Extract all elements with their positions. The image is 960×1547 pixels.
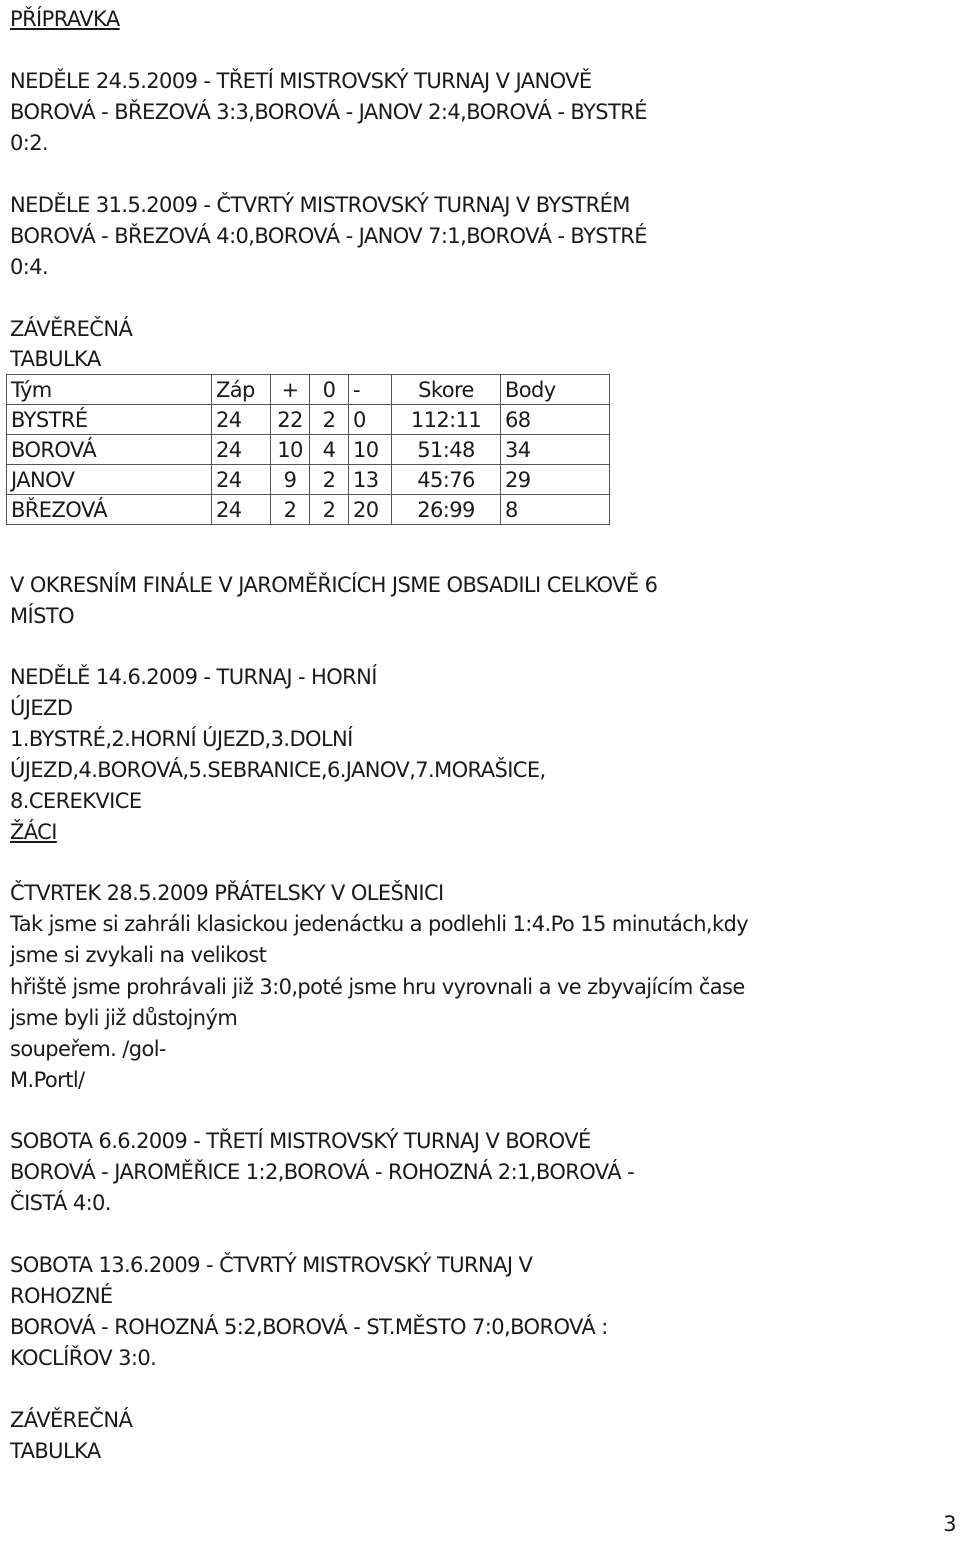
tournament-3-title: NEDĚLE 24.5.2009 - TŘETÍ MISTROVSKÝ TURNAJ V JANOVĚ xyxy=(10,69,592,93)
table-cell: 0 xyxy=(349,405,392,435)
final-table-title-second: ZÁVĚREČNÁ xyxy=(10,1408,133,1432)
table-cell: 2 xyxy=(310,405,349,435)
table-cell: 29 xyxy=(501,465,610,495)
tournament-rohozna-title-cont: ROHOZNÉ xyxy=(10,1284,113,1308)
header-cell: Tým xyxy=(7,375,212,405)
table-cell: 2 xyxy=(310,465,349,495)
horni-ujezd-title: NEDĚLĚ 14.6.2009 - TURNAJ - HORNÍ xyxy=(10,665,377,689)
horni-ujezd-title-cont: ÚJEZD xyxy=(10,696,73,720)
header-cell: + xyxy=(271,375,310,405)
table-cell: 68 xyxy=(501,405,610,435)
table-cell: 34 xyxy=(501,435,610,465)
table-cell: 8 xyxy=(501,495,610,525)
tournament-rohozna-results-cont: KOCLÍŘOV 3:0. xyxy=(10,1346,157,1370)
table-cell: 26:99 xyxy=(392,495,501,525)
table-cell: 4 xyxy=(310,435,349,465)
table-row xyxy=(7,405,610,435)
tournament-borova-results: BOROVÁ - JAROMĚŘICE 1:2,BOROVÁ - ROHOZNÁ 2:1,BOROVÁ - xyxy=(10,1160,635,1184)
table-row xyxy=(7,495,610,525)
header-cell: - xyxy=(349,375,392,405)
tournament-rohozna-results: BOROVÁ - ROHOZNÁ 5:2,BOROVÁ - ST.MĚSTO 7:0,BOROVÁ : xyxy=(10,1315,608,1339)
section-heading-zaci: ŽÁCI xyxy=(10,820,57,844)
tournament-4-title: NEDĚLE 31.5.2009 - ČTVRTÝ MISTROVSKÝ TURNAJ V BYSTRÉM xyxy=(10,193,630,217)
table-cell: BOROVÁ xyxy=(7,435,212,465)
tournament-4-results: BOROVÁ - BŘEZOVÁ 4:0,BOROVÁ - JANOV 7:1,BOROVÁ - BYSTRÉ xyxy=(10,224,647,248)
table-cell: 10 xyxy=(349,435,392,465)
district-final-text-cont: MÍSTO xyxy=(10,604,74,628)
header-cell: Body xyxy=(501,375,610,405)
friendly-match-text-3: hřiště jsme prohrávali již 3:0,poté jsme hru vyrovnali a ve zbyvajícím čase xyxy=(10,975,745,999)
table-cell: 112:11 xyxy=(392,405,501,435)
tournament-4-results-cont: 0:4. xyxy=(10,255,49,279)
header-cell: Záp xyxy=(212,375,271,405)
district-final-text: V OKRESNÍM FINÁLE V JAROMĚŘICÍCH JSME OBSADILI CELKOVĚ 6 xyxy=(10,573,658,597)
table-cell: BYSTRÉ xyxy=(7,405,212,435)
tournament-borova-results-cont: ČISTÁ 4:0. xyxy=(10,1191,111,1215)
friendly-match-text-4: jsme byli již důstojným xyxy=(10,1006,238,1030)
table-cell: 2 xyxy=(271,495,310,525)
header-cell: 0 xyxy=(310,375,349,405)
final-table-title-2: TABULKA xyxy=(10,347,101,371)
page-number: 3 xyxy=(943,1512,956,1536)
table-row xyxy=(7,435,610,465)
table-cell: 24 xyxy=(212,405,271,435)
table-cell: 45:76 xyxy=(392,465,501,495)
horni-ujezd-results-2: ÚJEZD,4.BOROVÁ,5.SEBRANICE,6.JANOV,7.MORAŠICE, xyxy=(10,758,546,782)
table-cell: JANOV xyxy=(7,465,212,495)
table-cell: 9 xyxy=(271,465,310,495)
table-cell: 51:48 xyxy=(392,435,501,465)
table-row xyxy=(7,465,610,495)
friendly-match-text-5: soupeřem. /gol- xyxy=(10,1037,166,1061)
tournament-3-results-cont: 0:2. xyxy=(10,131,49,155)
table-cell: BŘEZOVÁ xyxy=(7,495,212,525)
tournament-borova-title: SOBOTA 6.6.2009 - TŘETÍ MISTROVSKÝ TURNAJ V BOROVÉ xyxy=(10,1129,591,1153)
tournament-3-results: BOROVÁ - BŘEZOVÁ 3:3,BOROVÁ - JANOV 2:4,BOROVÁ - BYSTRÉ xyxy=(10,100,647,124)
table-cell: 24 xyxy=(212,495,271,525)
final-table-title: ZÁVĚREČNÁ xyxy=(10,317,133,341)
friendly-match-text-2: jsme si zvykali na velikost xyxy=(10,943,267,967)
header-cell: Skore xyxy=(392,375,501,405)
friendly-match-title: ČTVRTEK 28.5.2009 PŘÁTELSKY V OLEŠNICI xyxy=(10,881,444,905)
horni-ujezd-results: 1.BYSTRÉ,2.HORNÍ ÚJEZD,3.DOLNÍ xyxy=(10,727,353,751)
table-cell: 24 xyxy=(212,465,271,495)
table-cell: 20 xyxy=(349,495,392,525)
table-cell: 2 xyxy=(310,495,349,525)
horni-ujezd-results-3: 8.CEREKVICE xyxy=(10,789,142,813)
table-cell: 10 xyxy=(271,435,310,465)
tournament-rohozna-title: SOBOTA 13.6.2009 - ČTVRTÝ MISTROVSKÝ TURNAJ V xyxy=(10,1253,533,1277)
table-cell: 13 xyxy=(349,465,392,495)
section-heading-pripravka: PŘÍPRAVKA xyxy=(10,7,120,31)
friendly-match-text-6: M.Portl/ xyxy=(10,1068,85,1092)
final-table-title-second-2: TABULKA xyxy=(10,1439,101,1463)
table-header-row xyxy=(7,375,610,405)
table-cell: 24 xyxy=(212,435,271,465)
friendly-match-text: Tak jsme si zahráli klasickou jedenáctku a podlehli 1:4.Po 15 minutách,kdy xyxy=(10,912,749,936)
standings-table xyxy=(6,374,610,525)
table-cell: 22 xyxy=(271,405,310,435)
